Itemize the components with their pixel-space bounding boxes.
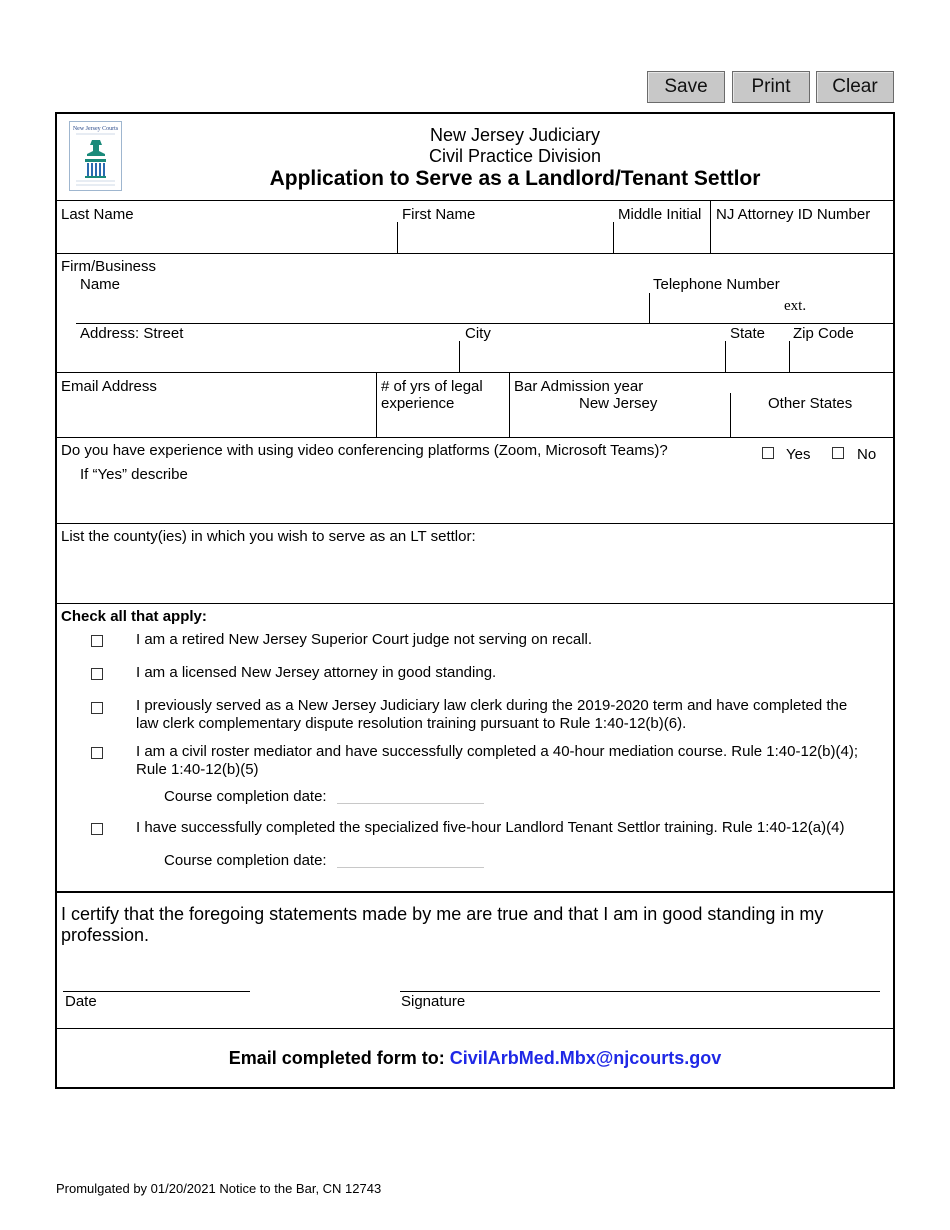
law-clerk-checkbox[interactable] (91, 702, 103, 714)
middle-initial-label: Middle Initial (618, 206, 702, 223)
date-label: Date (65, 993, 97, 1010)
promulgated-note: Promulgated by 01/20/2021 Notice to the Bar, CN 12743 (56, 1181, 382, 1196)
checks-heading: Check all that apply: (61, 608, 207, 625)
years-label-line2: experience (381, 395, 455, 412)
new-jersey-label: New Jersey (579, 395, 658, 412)
civil-mediator-checkbox[interactable] (91, 747, 103, 759)
signature-field[interactable] (400, 965, 880, 990)
other-states-field[interactable] (733, 414, 891, 434)
course-date-label-1: Course completion date: (164, 788, 327, 805)
ext-field[interactable] (810, 296, 890, 321)
retired-judge-checkbox[interactable] (91, 635, 103, 647)
form-frame (55, 112, 895, 1089)
ext-label: ext. (784, 298, 807, 314)
city-field[interactable] (461, 344, 723, 370)
civil-mediator-text-line1: I am a civil roster mediator and have successfully completed a 40-hour mediation course. Rule 1:40-12(b)(4); (136, 743, 859, 760)
course-date-label-2: Course completion date: (164, 852, 327, 869)
middle-initial-field[interactable] (615, 224, 708, 252)
date-field[interactable] (63, 965, 250, 990)
nj-bar-year-field[interactable] (512, 414, 727, 434)
retired-judge-text: I am a retired New Jersey Superior Court judge not serving on recall. (136, 631, 593, 648)
email-instruction (55, 1048, 895, 1069)
telephone-label: Telephone Number (653, 276, 780, 293)
state-field[interactable] (727, 344, 787, 370)
signature-label: Signature (401, 993, 466, 1010)
law-clerk-text-line2: law clerk complementary dispute resolution training pursuant to Rule 1:40-12(b)(6). (136, 715, 687, 732)
counties-field[interactable] (58, 548, 890, 600)
video-yes-label: Yes (786, 446, 811, 463)
civil-mediator-text-line2: Rule 1:40-12(b)(5) (136, 761, 259, 778)
firm-label-line2: Name (80, 276, 121, 293)
print-button[interactable]: Print (732, 71, 810, 103)
zip-field[interactable] (791, 344, 891, 370)
counties-label: List the county(ies) in which you wish to serve as an LT settlor: (61, 528, 476, 545)
video-describe-field[interactable] (200, 464, 890, 519)
attorney-id-label: NJ Attorney ID Number (716, 206, 871, 223)
attorney-id-field[interactable] (712, 224, 892, 252)
last-name-label: Last Name (61, 206, 134, 223)
other-states-label: Other States (768, 395, 853, 412)
first-name-field[interactable] (399, 224, 611, 252)
firm-name-field[interactable] (150, 290, 645, 320)
certify-line2: profession. (61, 925, 150, 945)
save-button[interactable]: Save (647, 71, 725, 103)
years-label-line1: # of yrs of legal (381, 378, 483, 395)
email-field[interactable] (58, 398, 373, 434)
course-date-field-1[interactable] (337, 786, 484, 803)
last-name-field[interactable] (58, 224, 395, 252)
video-question: Do you have experience with using video conferencing platforms (Zoom, Microsoft Teams)? (61, 442, 668, 459)
first-name-label: First Name (402, 206, 476, 223)
lt-settlor-training-checkbox[interactable] (91, 823, 103, 835)
law-clerk-text-line1: I previously served as a New Jersey Judiciary law clerk during the 2019-2020 term and have completed the (136, 697, 848, 714)
bar-year-label: Bar Admission year (514, 378, 644, 395)
city-label: City (465, 325, 491, 342)
telephone-field[interactable] (652, 296, 778, 321)
header-line1: New Jersey Judiciary (429, 125, 601, 145)
clear-button[interactable]: Clear (816, 71, 894, 103)
page-title: Application to Serve as a Landlord/Tenant Settlor (269, 167, 761, 190)
licensed-attorney-checkbox[interactable] (91, 668, 103, 680)
zip-label: Zip Code (793, 325, 854, 342)
email-label: Email Address (61, 378, 157, 395)
email-instruction-label: Email completed form to: (228, 1048, 445, 1068)
email-link[interactable]: CivilArbMed.Mbx@njcourts.gov (449, 1048, 722, 1068)
state-label: State (730, 325, 766, 342)
logo-text: New Jersey Courts (72, 126, 119, 132)
certify-line1: I certify that the foregoing statements made by me are true and that I am in good standing in my (61, 904, 824, 924)
video-yes-checkbox[interactable] (762, 447, 774, 459)
lt-settlor-training-text: I have successfully completed the specialized five-hour Landlord Tenant Settlor training. Rule 1:40-12(a)(4) (136, 819, 845, 836)
header-line2: Civil Practice Division (428, 146, 602, 166)
video-describe-label: If “Yes” describe (80, 466, 188, 483)
nj-courts-logo (69, 121, 122, 191)
course-date-field-2[interactable] (337, 850, 484, 867)
firm-label-line1: Firm/Business (61, 258, 157, 275)
street-label: Address: Street (80, 325, 184, 342)
video-no-label: No (857, 446, 877, 463)
years-field[interactable] (378, 414, 506, 434)
video-no-checkbox[interactable] (832, 447, 844, 459)
licensed-attorney-text: I am a licensed New Jersey attorney in good standing. (136, 664, 497, 681)
street-field[interactable] (78, 344, 456, 370)
